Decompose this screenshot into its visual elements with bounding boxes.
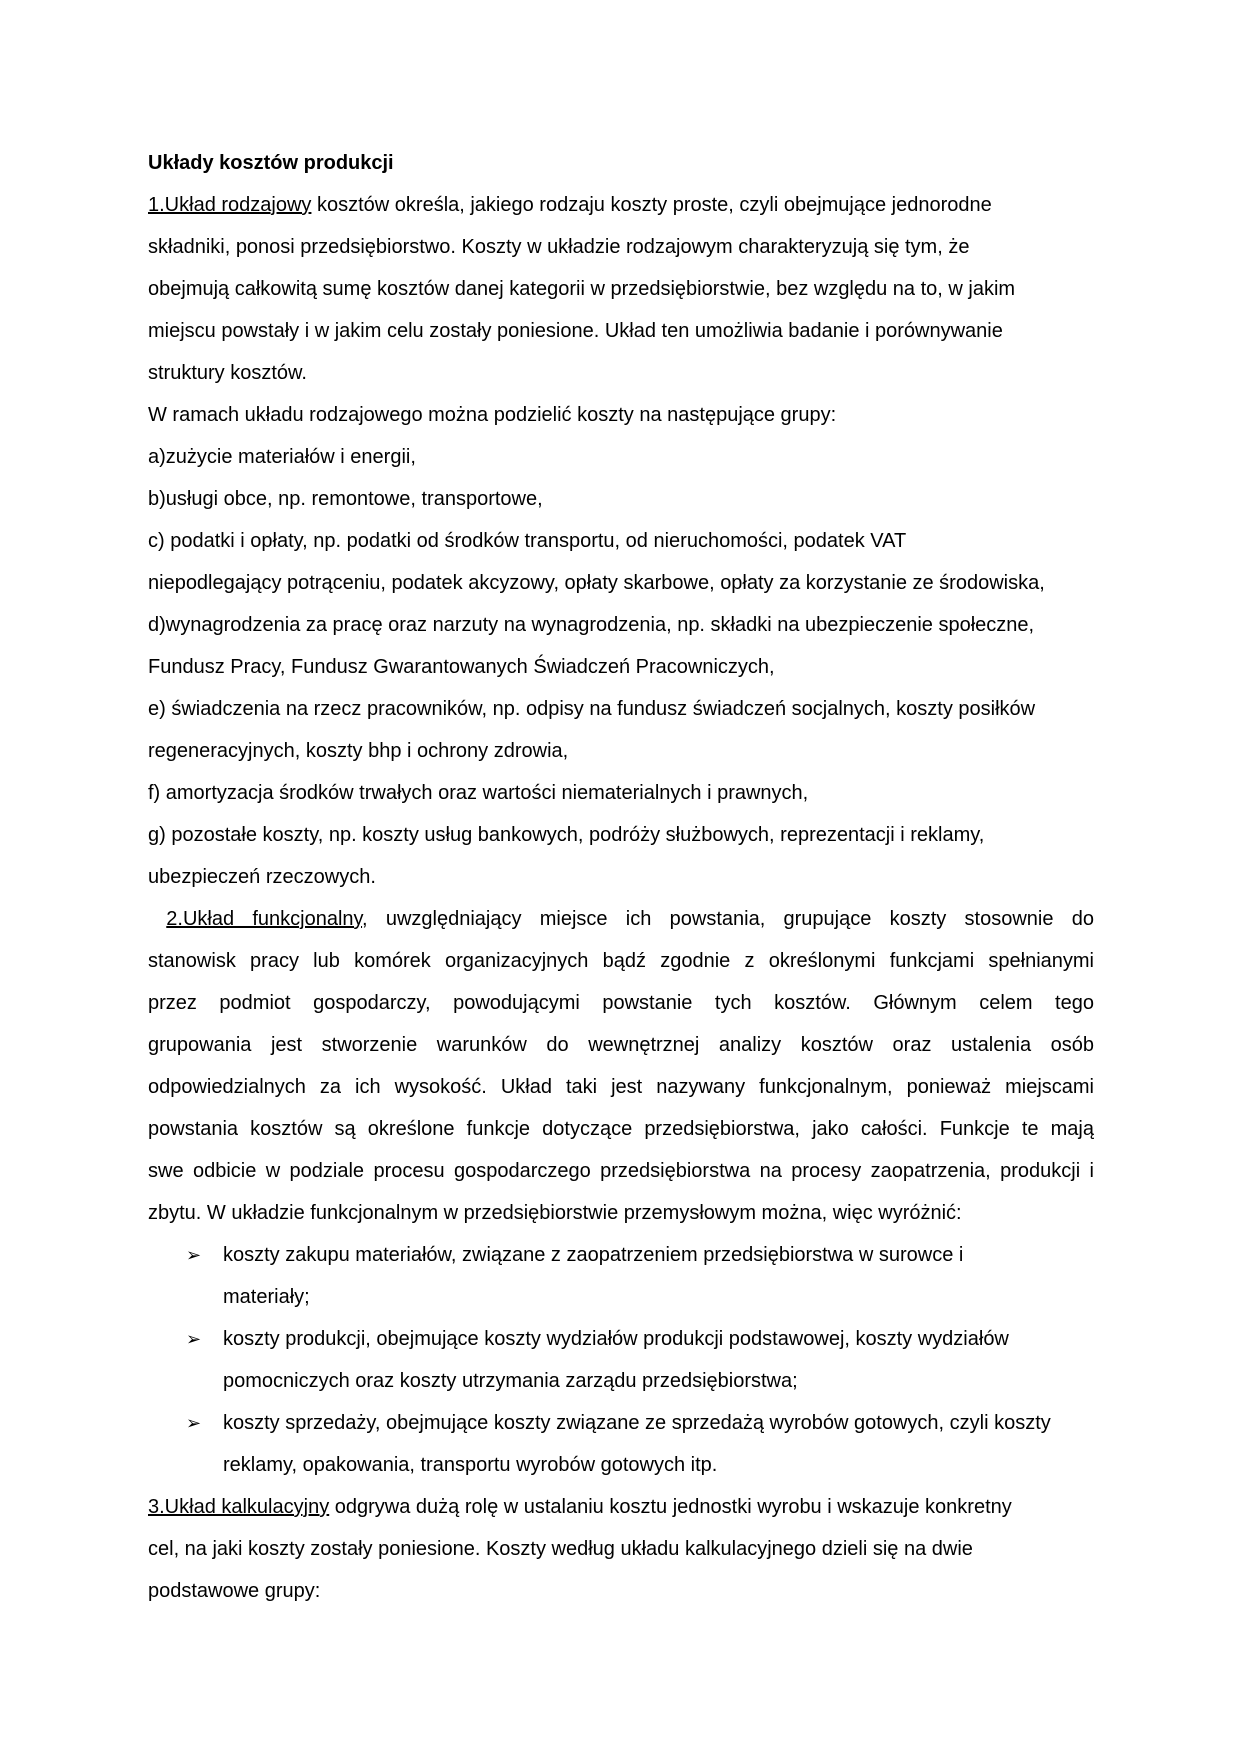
bullet-item-2-line-1: koszty produkcji, obejmujące koszty wydziałów produkcji podstawowej, koszty wydziałów [223,1328,1009,1350]
section1-line-8: b)usługi obce, np. remontowe, transportowe, [148,488,543,510]
section3-line-1 [148,1486,1094,1528]
bullet-item-3-cont [148,1444,1094,1486]
section1-line-9: c) podatki i opłaty, np. podatki od środków transportu, od nieruchomości, podatek VAT [148,530,907,552]
document-page [148,142,1094,1612]
bullet-item-2-cont [148,1360,1094,1402]
bullet-item-3-line-1: koszty sprzedaży, obejmujące koszty związane ze sprzedażą wyrobów gotowych, czyli koszty [223,1412,1051,1434]
bullet-item-3 [148,1402,1094,1444]
section3-line-2: cel, na jaki koszty zostały poniesione. Koszty według układu kalkulacyjnego dzieli się na dwie [148,1538,973,1560]
section1-text: kosztów określa, jakiego rodzaju koszty proste, czyli obejmujące jednorodne [311,194,992,216]
section2-line-2: stanowisk pracy lub komórek organizacyjnych bądź zgodnie z określonymi funkcjami spełnianymi [148,950,1094,972]
arrow-bullet-icon: ➢ [186,1329,202,1349]
bullet-item-1-line-2: materiały; [223,1286,310,1308]
section1-line-5: struktury kosztów. [148,362,307,384]
section1-line-4: miejscu powstały i w jakim celu zostały poniesione. Układ ten umożliwia badanie i porównywanie [148,320,1003,342]
section2-line-1 [148,898,1094,940]
arrow-bullet-icon: ➢ [186,1245,202,1265]
section2-text: , uwzględniający miejsce ich powstania, grupujące koszty stosownie do [362,908,1094,930]
section1-line-14: regeneracyjnych, koszty bhp i ochrony zdrowia, [148,740,569,762]
bullet-item-2 [148,1318,1094,1360]
section1-line-15: f) amortyzacja środków trwałych oraz wartości niematerialnych i prawnych, [148,782,809,804]
section3-heading: 3.Układ kalkulacyjny [148,1496,330,1518]
bullet-item-2-line-2: pomocniczych oraz koszty utrzymania zarządu przedsiębiorstwa; [223,1370,798,1392]
section2-line-5: odpowiedzialnych za ich wysokość. Układ taki jest nazywany funkcjonalnym, ponieważ miejscami [148,1076,1094,1098]
section2-heading: 2.Układ funkcjonalny [166,908,363,930]
section1-line-16: g) pozostałe koszty, np. koszty usług bankowych, podróży służbowych, reprezentacji i reklamy, [148,824,985,846]
section1-line-17: ubezpieczeń rzeczowych. [148,866,376,888]
section1-line-1 [148,184,1094,226]
section1-line-11: d)wynagrodzenia za pracę oraz narzuty na wynagrodzenia, np. składki na ubezpieczenie społeczne, [148,614,1035,636]
section2-line-7: swe odbicie w podziale procesu gospodarczego przedsiębiorstwa na procesy zaopatrzenia, produkcji i [148,1160,1094,1182]
section2-line-4: grupowania jest stworzenie warunków do wewnętrznej analizy kosztów oraz ustalenia osób [148,1034,1094,1056]
section2-line-3: przez podmiot gospodarczy, powodującymi powstanie tych kosztów. Głównym celem tego [148,992,1094,1014]
section1-heading: 1.Układ rodzajowy [148,194,312,216]
section1-line-12: Fundusz Pracy, Fundusz Gwarantowanych Świadczeń Pracowniczych, [148,656,775,678]
section1-line-10: niepodlegający potrąceniu, podatek akcyzowy, opłaty skarbowe, opłaty za korzystanie ze środowiska, [148,572,1045,594]
section3-text: odgrywa dużą rolę w ustalaniu kosztu jednostki wyrobu i wskazuje konkretny [329,1496,1012,1518]
section1-line-2: składniki, ponosi przedsiębiorstwo. Koszty w układzie rodzajowym charakteryzują się tym, że [148,236,970,258]
bullet-item-3-line-2: reklamy, opakowania, transportu wyrobów gotowych itp. [223,1454,718,1476]
section2-line-8: zbytu. W układzie funkcjonalnym w przedsiębiorstwie przemysłowym można, więc wyróżnić: [148,1202,962,1224]
arrow-bullet-icon: ➢ [186,1413,202,1433]
section1-line-13: e) świadczenia na rzecz pracowników, np. odpisy na fundusz świadczeń socjalnych, koszty posiłków [148,698,1036,720]
bullet-item-1 [148,1234,1094,1276]
document-title: Układy kosztów produkcji [148,152,394,174]
section2-line-6: powstania kosztów są określone funkcje dotyczące przedsiębiorstwa, jako całości. Funkcje te mają [148,1118,1094,1140]
bullet-item-1-cont [148,1276,1094,1318]
section3-line-3: podstawowe grupy: [148,1580,321,1602]
section1-line-3: obejmują całkowitą sumę kosztów danej kategorii w przedsiębiorstwie, bez względu na to, w jakim [148,278,1016,300]
bullet-item-1-line-1: koszty zakupu materiałów, związane z zaopatrzeniem przedsiębiorstwa w surowce i [223,1244,964,1266]
section1-line-6: W ramach układu rodzajowego można podzielić koszty na następujące grupy: [148,404,837,426]
section1-line-7: a)zużycie materiałów i energii, [148,446,416,468]
